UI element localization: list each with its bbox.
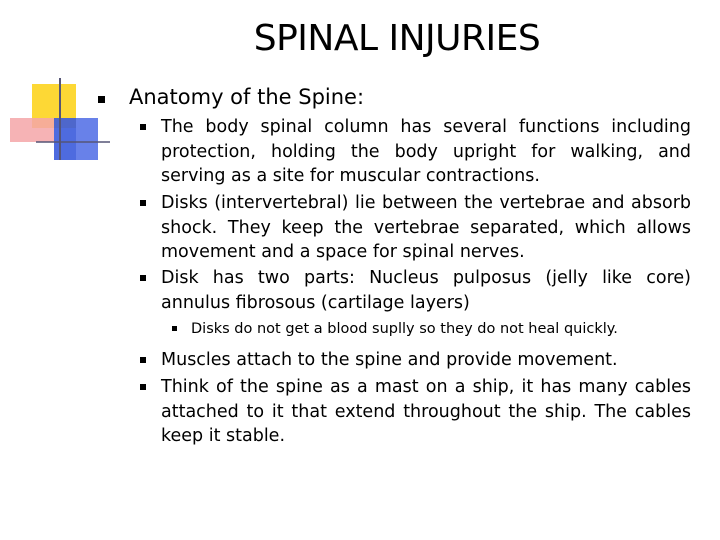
bullet-text: Disk has two parts: Nucleus pulposus (jelly like core) annulus fibrosous (cartilage layers) <box>161 268 691 313</box>
bullet-marker <box>98 96 105 103</box>
bullet-text: Muscles attach to the spine and provide movement. <box>161 350 618 370</box>
bullet-marker <box>140 357 146 363</box>
bullet-text: The body spinal column has several functions including protection, holding the body upright for walking, and serving as a site for muscular contractions. <box>161 117 691 186</box>
sub-bullet-marker <box>172 326 177 331</box>
pink-square <box>10 118 54 142</box>
faded-blue-strip <box>76 118 98 160</box>
bullet-marker <box>140 124 146 130</box>
bullet-text: Think of the spine as a mast on a ship, it has many cables attached to it that extend throughout the ship. The cables keep it stable. <box>161 377 691 446</box>
bullet-text: Disks (intervertebral) lie between the vertebrae and absorb shock. They keep the vertebrae separated, which allows movement and a space for spinal nerves. <box>161 193 691 262</box>
bullet-marker <box>140 384 146 390</box>
slide-title: SPINAL INJURIES <box>253 18 541 59</box>
bullet-marker <box>140 200 146 206</box>
section-heading: Anatomy of the Spine: <box>129 85 365 109</box>
bullet-marker <box>140 275 146 281</box>
sub-bullet-text: Disks do not get a blood suplly so they do not heal quickly. <box>191 321 618 337</box>
